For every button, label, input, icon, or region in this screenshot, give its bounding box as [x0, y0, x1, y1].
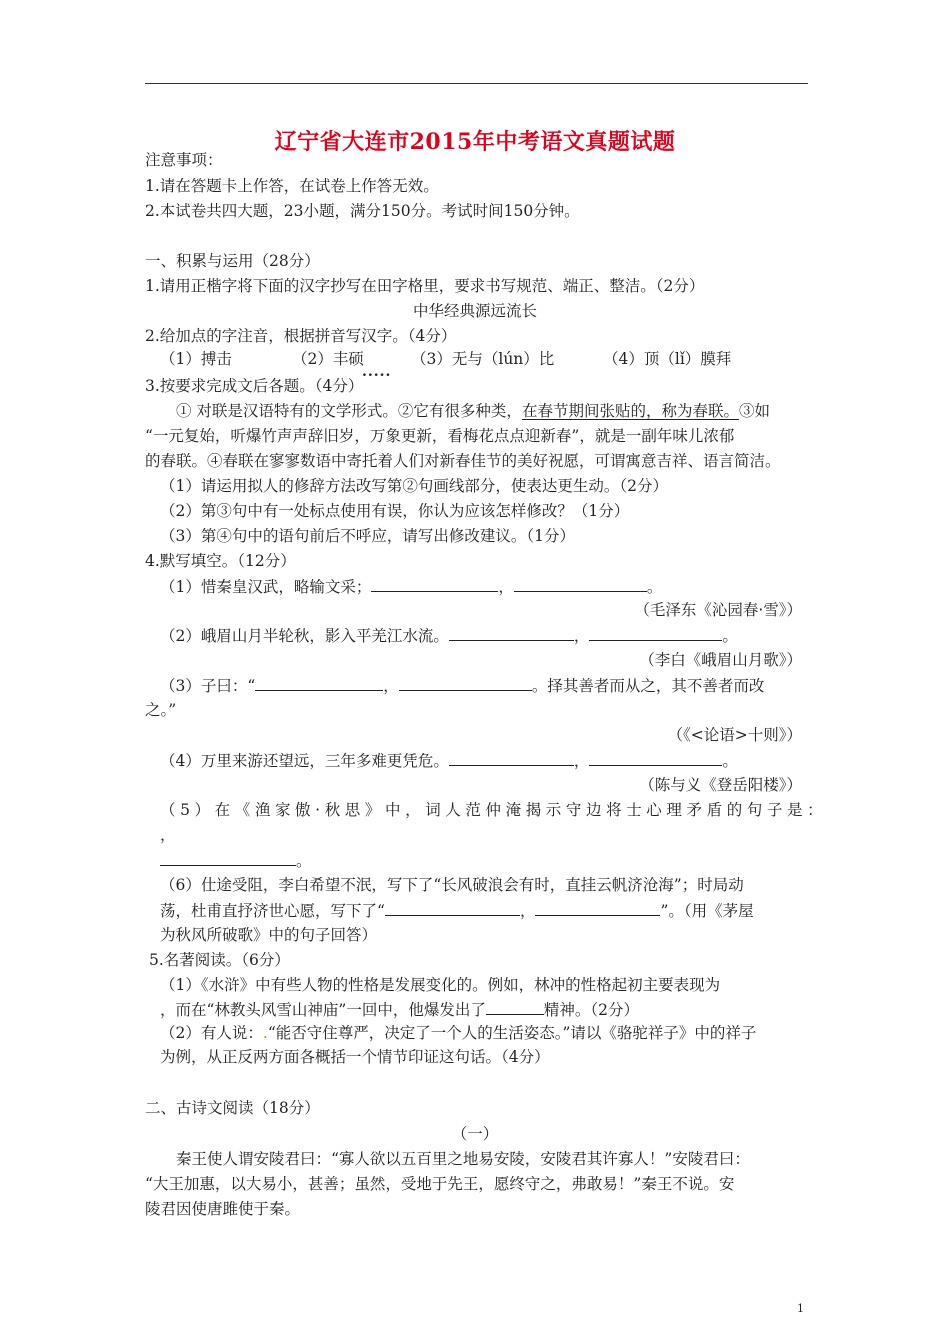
answer-blank[interactable]	[399, 675, 532, 691]
part2-passage-line-1: 秦王使人谓安陵君曰：“寡人欲以五百里之地易安陵，安陵君其许寡人！”安陵君曰：	[176, 1150, 750, 1168]
q5-s1-line-1: （1）《水浒》中有些人物的性格是发展变化的。例如，林冲的性格起初主要表现为	[160, 976, 721, 994]
notice-item-1: 1.请在答题卡上作答，在试卷上作答无效。	[145, 177, 439, 195]
q4-s1: （1）惜秦皇汉武，略输文采； ， 。	[160, 578, 663, 596]
answer-blank[interactable]	[385, 900, 520, 916]
q4-s1-source: （毛泽东《沁园春·雪》）	[634, 601, 802, 619]
part1-heading: 一、积累与运用（28分）	[145, 252, 320, 270]
part2-sub: （一）	[451, 1125, 499, 1143]
answer-blank[interactable]	[449, 750, 574, 766]
answer-blank[interactable]	[589, 625, 722, 641]
q4-s3-cont: 之。”	[145, 701, 177, 719]
q5-s1-line-2: ，而在“林教头风雪山神庙”一回中，他爆发出了 精神。（2分）	[160, 1001, 639, 1019]
q4-s3-source: （《<论语>十则》）	[667, 726, 802, 744]
q2-option-1: （1）搏击	[160, 350, 232, 368]
part2-passage-line-2: “大王加惠，以大易小，甚善；虽然，受地于先王，愿终守之，弗敢易！”秦王不说。安	[145, 1175, 735, 1193]
q3-sub-3: （3）第④句中的语句前后不呼应，请写出修改建议。（1分）	[160, 527, 575, 545]
notice-heading: 注意事项：	[145, 151, 223, 169]
answer-blank[interactable]	[371, 576, 498, 592]
answer-blank[interactable]	[514, 576, 647, 592]
q4-s3: （3）子曰：“ ， 。择其善者而从之，其不善者而改	[160, 677, 765, 695]
q3-text: 3.按要求完成文后各题。（4分）	[145, 377, 364, 395]
notice-item-2: 2.本试卷共四大题，23小题，满分150分。考试时间150分钟。	[145, 202, 580, 220]
q4-s2: （2）峨眉山月半轮秋，影入平羌江水流。 ， 。	[160, 627, 738, 645]
q4-s5: （5）在《渔家傲·秋思》中，词人范仲淹揭示守边将士心理矛盾的句子是：	[160, 801, 828, 819]
q4-s6-line-1: （6）仕途受阻，李白希望不泯，写下了“长风破浪会有时，直挂云帆济沧海”；时局动	[160, 876, 744, 894]
q2-option-3: （3）无与（lún）比	[411, 350, 555, 368]
answer-blank[interactable]	[589, 750, 722, 766]
page-number: 1	[797, 1302, 804, 1315]
q3-passage-line-3: 的春联。④春联在寥寥数语中寄托着人们对新春佳节的美好祝愿，可谓寓意吉祥、语言简洁。	[145, 452, 781, 470]
answer-blank[interactable]	[449, 625, 574, 641]
q4-s2-source: （李白《峨眉山月歌》）	[639, 651, 802, 669]
q5-s2-line-1: （2）有人说：.“能否守住尊严，决定了一个人的生活姿态。”请以《骆驼祥子》中的祥子	[160, 1024, 757, 1042]
q4-s4: （4）万里来游还望远，三年多难更凭危。 ， 。	[160, 752, 738, 770]
part2-heading: 二、古诗文阅读（18分）	[145, 1099, 320, 1117]
q3-sub-1: （1）请运用拟人的修辞方法改写第②句画线部分，使表达更生动。（2分）	[160, 477, 668, 495]
q5-text: 5.名著阅读。（6分）	[149, 951, 290, 969]
page-title: 辽宁省大连市2015年中考语文真题试题	[274, 129, 676, 155]
answer-blank[interactable]	[486, 999, 544, 1015]
answer-blank[interactable]	[535, 900, 660, 916]
q2-option-4: （4）顶（lǐ）膜拜	[603, 350, 732, 368]
q4-s5-blank-line: 。	[160, 850, 312, 871]
q4-s5-comma: ，	[160, 826, 176, 844]
answer-blank[interactable]	[255, 675, 383, 691]
q2-option-2: （2）丰硕	[292, 350, 364, 368]
emphasis-dots: .....	[362, 364, 392, 380]
answer-blank[interactable]	[160, 850, 296, 866]
part2-passage-line-3: 陵君因使唐雎使于秦。	[145, 1200, 301, 1218]
q4-s6-line-3: 为秋风所破歌》中的句子回答）	[160, 926, 378, 944]
q2-text: 2.给加点的字注音，根据拼音写汉字。（4分）	[145, 327, 457, 345]
header-rule	[145, 83, 808, 84]
q1-text: 1.请用正楷字将下面的汉字抄写在田字格里，要求书写规范、端正、整洁。（2分）	[145, 277, 705, 295]
q4-text: 4.默写填空。（12分）	[145, 552, 296, 570]
q3-sub-2: （2）第③句中有一处标点使用有误，你认为应该怎样修改？（1分）	[160, 502, 630, 520]
q4-s4-source: （陈与义《登岳阳楼》）	[639, 776, 802, 794]
q4-s6-line-2: 荡，杜甫直抒济世心愿，写下了“ ， ”。（用《茅屋	[160, 902, 754, 920]
q3-passage-line-2: “一元复始，听爆竹声声辞旧岁，万象更新，看梅花点点迎新春”，就是一副年味儿浓郁	[145, 427, 735, 445]
q3-underlined-phrase: 在春节期间张贴的，称为春联。	[521, 402, 739, 420]
q5-s2-line-2: 为例，从正反两方面各概括一个情节印证这句话。（4分）	[160, 1048, 550, 1066]
q1-phrase: 中华经典源远流长	[412, 302, 537, 320]
q3-passage-line-1: ① 对联是汉语特有的文学形式。②它有很多种类，在春节期间张贴的，称为春联。③如	[176, 402, 770, 420]
